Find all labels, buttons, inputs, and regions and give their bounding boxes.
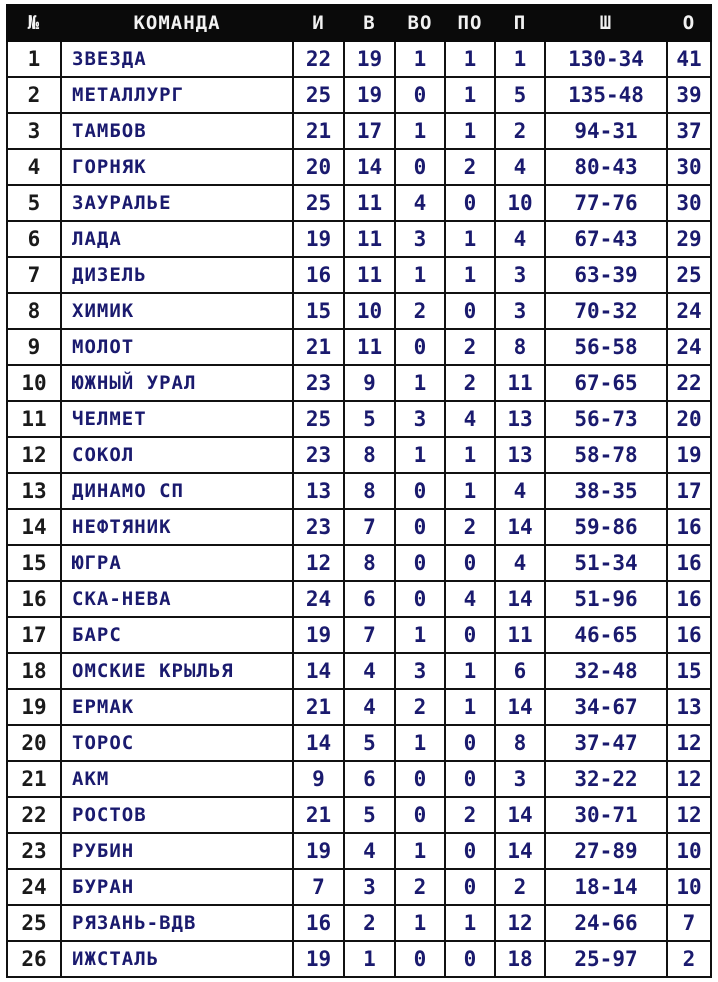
- header-losses: П: [495, 5, 545, 41]
- cell-losses-ot: 1: [445, 653, 495, 689]
- cell-team: ГОРНЯК: [61, 149, 293, 185]
- cell-losses: 4: [495, 221, 545, 257]
- cell-losses-ot: 0: [445, 761, 495, 797]
- cell-wins: 14: [344, 149, 395, 185]
- cell-points: 17: [667, 473, 711, 509]
- cell-wins: 19: [344, 41, 395, 77]
- cell-wins: 6: [344, 761, 395, 797]
- header-points: О: [667, 5, 711, 41]
- cell-wins: 11: [344, 329, 395, 365]
- cell-losses: 8: [495, 725, 545, 761]
- cell-rank: 11: [7, 401, 61, 437]
- cell-games: 25: [293, 401, 344, 437]
- cell-games: 19: [293, 941, 344, 977]
- cell-goals: 59-86: [545, 509, 667, 545]
- cell-wins-ot: 1: [395, 725, 445, 761]
- cell-wins: 4: [344, 833, 395, 869]
- cell-points: 25: [667, 257, 711, 293]
- cell-wins-ot: 0: [395, 509, 445, 545]
- cell-wins-ot: 1: [395, 617, 445, 653]
- cell-rank: 15: [7, 545, 61, 581]
- table-row: [7, 149, 711, 185]
- table-row: [7, 185, 711, 221]
- cell-goals: 56-73: [545, 401, 667, 437]
- cell-goals: 30-71: [545, 797, 667, 833]
- cell-wins-ot: 1: [395, 905, 445, 941]
- cell-points: 41: [667, 41, 711, 77]
- cell-goals: 67-43: [545, 221, 667, 257]
- table-row: [7, 77, 711, 113]
- cell-goals: 130-34: [545, 41, 667, 77]
- cell-games: 25: [293, 77, 344, 113]
- cell-team: СКА-НЕВА: [61, 581, 293, 617]
- table-row: [7, 221, 711, 257]
- cell-losses-ot: 0: [445, 293, 495, 329]
- cell-wins: 9: [344, 365, 395, 401]
- cell-team: МОЛОТ: [61, 329, 293, 365]
- cell-goals: 27-89: [545, 833, 667, 869]
- cell-points: 10: [667, 833, 711, 869]
- cell-losses-ot: 4: [445, 581, 495, 617]
- cell-losses: 2: [495, 113, 545, 149]
- cell-losses: 8: [495, 329, 545, 365]
- cell-wins-ot: 2: [395, 869, 445, 905]
- cell-games: 7: [293, 869, 344, 905]
- cell-team: ЗВЕЗДА: [61, 41, 293, 77]
- cell-goals: 51-34: [545, 545, 667, 581]
- cell-losses: 4: [495, 545, 545, 581]
- cell-points: 22: [667, 365, 711, 401]
- cell-games: 23: [293, 365, 344, 401]
- cell-wins: 11: [344, 257, 395, 293]
- cell-team: ЮГРА: [61, 545, 293, 581]
- cell-points: 2: [667, 941, 711, 977]
- cell-games: 22: [293, 41, 344, 77]
- cell-goals: 77-76: [545, 185, 667, 221]
- cell-wins: 7: [344, 617, 395, 653]
- table-row: [7, 113, 711, 149]
- cell-losses: 13: [495, 401, 545, 437]
- cell-losses-ot: 1: [445, 905, 495, 941]
- cell-wins: 4: [344, 689, 395, 725]
- cell-rank: 7: [7, 257, 61, 293]
- cell-losses-ot: 1: [445, 113, 495, 149]
- cell-goals: 25-97: [545, 941, 667, 977]
- cell-rank: 9: [7, 329, 61, 365]
- cell-wins-ot: 1: [395, 437, 445, 473]
- cell-points: 12: [667, 761, 711, 797]
- cell-goals: 63-39: [545, 257, 667, 293]
- cell-team: ХИМИК: [61, 293, 293, 329]
- cell-team: ЧЕЛМЕТ: [61, 401, 293, 437]
- cell-games: 21: [293, 113, 344, 149]
- cell-points: 16: [667, 545, 711, 581]
- cell-rank: 25: [7, 905, 61, 941]
- cell-rank: 5: [7, 185, 61, 221]
- cell-wins: 6: [344, 581, 395, 617]
- cell-losses: 14: [495, 797, 545, 833]
- cell-points: 19: [667, 437, 711, 473]
- cell-points: 12: [667, 797, 711, 833]
- cell-team: ОМСКИЕ КРЫЛЬЯ: [61, 653, 293, 689]
- cell-wins-ot: 0: [395, 77, 445, 113]
- cell-games: 16: [293, 905, 344, 941]
- cell-team: РОСТОВ: [61, 797, 293, 833]
- cell-games: 23: [293, 509, 344, 545]
- cell-rank: 1: [7, 41, 61, 77]
- cell-games: 9: [293, 761, 344, 797]
- cell-team: ЛАДА: [61, 221, 293, 257]
- header-row: [7, 5, 711, 41]
- cell-wins-ot: 3: [395, 221, 445, 257]
- header-wins: В: [344, 5, 395, 41]
- cell-games: 24: [293, 581, 344, 617]
- cell-team: РЯЗАНЬ-ВДВ: [61, 905, 293, 941]
- cell-losses-ot: 0: [445, 617, 495, 653]
- cell-wins-ot: 0: [395, 797, 445, 833]
- cell-games: 23: [293, 437, 344, 473]
- standings-table-wrapper: [6, 4, 710, 978]
- cell-losses-ot: 0: [445, 185, 495, 221]
- table-row: [7, 401, 711, 437]
- cell-team: ЕРМАК: [61, 689, 293, 725]
- cell-points: 16: [667, 617, 711, 653]
- cell-losses-ot: 0: [445, 833, 495, 869]
- cell-games: 21: [293, 797, 344, 833]
- cell-goals: 67-65: [545, 365, 667, 401]
- cell-wins: 8: [344, 473, 395, 509]
- cell-losses: 18: [495, 941, 545, 977]
- cell-wins: 5: [344, 401, 395, 437]
- cell-losses-ot: 1: [445, 689, 495, 725]
- table-row: [7, 761, 711, 797]
- cell-rank: 13: [7, 473, 61, 509]
- cell-team: СОКОЛ: [61, 437, 293, 473]
- cell-losses-ot: 0: [445, 545, 495, 581]
- cell-wins-ot: 4: [395, 185, 445, 221]
- cell-rank: 12: [7, 437, 61, 473]
- header-games: И: [293, 5, 344, 41]
- cell-games: 21: [293, 689, 344, 725]
- table-row: [7, 329, 711, 365]
- cell-wins: 7: [344, 509, 395, 545]
- cell-points: 16: [667, 581, 711, 617]
- cell-rank: 2: [7, 77, 61, 113]
- cell-losses: 14: [495, 509, 545, 545]
- cell-goals: 37-47: [545, 725, 667, 761]
- cell-losses: 14: [495, 581, 545, 617]
- cell-games: 19: [293, 221, 344, 257]
- cell-losses-ot: 1: [445, 437, 495, 473]
- cell-points: 24: [667, 329, 711, 365]
- cell-team: НЕФТЯНИК: [61, 509, 293, 545]
- table-row: [7, 41, 711, 77]
- cell-losses-ot: 0: [445, 941, 495, 977]
- cell-wins-ot: 0: [395, 473, 445, 509]
- cell-goals: 18-14: [545, 869, 667, 905]
- cell-games: 12: [293, 545, 344, 581]
- cell-losses-ot: 2: [445, 149, 495, 185]
- cell-points: 15: [667, 653, 711, 689]
- cell-wins: 11: [344, 221, 395, 257]
- cell-goals: 70-32: [545, 293, 667, 329]
- cell-team: БАРС: [61, 617, 293, 653]
- cell-losses: 3: [495, 257, 545, 293]
- table-row: [7, 473, 711, 509]
- cell-points: 20: [667, 401, 711, 437]
- cell-wins: 3: [344, 869, 395, 905]
- cell-losses-ot: 1: [445, 77, 495, 113]
- cell-team: ДИНАМО СП: [61, 473, 293, 509]
- cell-rank: 10: [7, 365, 61, 401]
- cell-team: ТАМБОВ: [61, 113, 293, 149]
- cell-wins: 5: [344, 797, 395, 833]
- cell-rank: 21: [7, 761, 61, 797]
- header-wins-ot: ВО: [395, 5, 445, 41]
- cell-games: 21: [293, 329, 344, 365]
- cell-points: 24: [667, 293, 711, 329]
- cell-rank: 6: [7, 221, 61, 257]
- cell-wins: 10: [344, 293, 395, 329]
- cell-rank: 22: [7, 797, 61, 833]
- table-row: [7, 257, 711, 293]
- standings-body: [7, 41, 711, 977]
- cell-goals: 56-58: [545, 329, 667, 365]
- cell-wins: 1: [344, 941, 395, 977]
- cell-wins-ot: 0: [395, 149, 445, 185]
- cell-points: 13: [667, 689, 711, 725]
- cell-rank: 24: [7, 869, 61, 905]
- cell-team: БУРАН: [61, 869, 293, 905]
- cell-wins-ot: 1: [395, 365, 445, 401]
- cell-points: 37: [667, 113, 711, 149]
- cell-losses-ot: 2: [445, 509, 495, 545]
- cell-losses: 4: [495, 149, 545, 185]
- cell-losses: 1: [495, 41, 545, 77]
- cell-losses: 13: [495, 437, 545, 473]
- cell-goals: 32-48: [545, 653, 667, 689]
- cell-losses: 2: [495, 869, 545, 905]
- table-row: [7, 293, 711, 329]
- table-row: [7, 797, 711, 833]
- header-team: КОМАНДА: [61, 5, 293, 41]
- table-row: [7, 509, 711, 545]
- cell-goals: 135-48: [545, 77, 667, 113]
- cell-losses: 11: [495, 617, 545, 653]
- cell-goals: 80-43: [545, 149, 667, 185]
- cell-games: 15: [293, 293, 344, 329]
- cell-wins-ot: 2: [395, 689, 445, 725]
- cell-wins: 11: [344, 185, 395, 221]
- cell-games: 25: [293, 185, 344, 221]
- cell-games: 19: [293, 833, 344, 869]
- cell-losses-ot: 0: [445, 725, 495, 761]
- cell-rank: 17: [7, 617, 61, 653]
- cell-losses-ot: 4: [445, 401, 495, 437]
- table-row: [7, 869, 711, 905]
- cell-losses: 11: [495, 365, 545, 401]
- cell-wins-ot: 1: [395, 257, 445, 293]
- cell-losses: 6: [495, 653, 545, 689]
- cell-goals: 58-78: [545, 437, 667, 473]
- cell-points: 30: [667, 149, 711, 185]
- cell-wins-ot: 0: [395, 581, 445, 617]
- cell-wins: 5: [344, 725, 395, 761]
- cell-wins-ot: 1: [395, 113, 445, 149]
- cell-goals: 46-65: [545, 617, 667, 653]
- cell-rank: 18: [7, 653, 61, 689]
- table-row: [7, 581, 711, 617]
- cell-wins: 19: [344, 77, 395, 113]
- cell-points: 10: [667, 869, 711, 905]
- cell-wins-ot: 3: [395, 401, 445, 437]
- cell-wins: 2: [344, 905, 395, 941]
- cell-points: 39: [667, 77, 711, 113]
- cell-team: ТОРОС: [61, 725, 293, 761]
- cell-losses-ot: 0: [445, 869, 495, 905]
- cell-goals: 94-31: [545, 113, 667, 149]
- cell-team: РУБИН: [61, 833, 293, 869]
- cell-goals: 34-67: [545, 689, 667, 725]
- cell-losses-ot: 1: [445, 473, 495, 509]
- cell-wins-ot: 0: [395, 545, 445, 581]
- cell-rank: 16: [7, 581, 61, 617]
- cell-losses-ot: 2: [445, 365, 495, 401]
- cell-team: ЗАУРАЛЬЕ: [61, 185, 293, 221]
- cell-goals: 38-35: [545, 473, 667, 509]
- header-losses-ot: ПО: [445, 5, 495, 41]
- cell-losses: 14: [495, 833, 545, 869]
- cell-games: 14: [293, 725, 344, 761]
- cell-losses-ot: 1: [445, 257, 495, 293]
- cell-games: 13: [293, 473, 344, 509]
- table-row: [7, 437, 711, 473]
- cell-rank: 23: [7, 833, 61, 869]
- cell-rank: 4: [7, 149, 61, 185]
- cell-losses: 10: [495, 185, 545, 221]
- cell-points: 29: [667, 221, 711, 257]
- standings-table: [6, 4, 712, 978]
- cell-wins-ot: 0: [395, 761, 445, 797]
- table-row: [7, 617, 711, 653]
- header-rank: №: [7, 5, 61, 41]
- cell-losses: 4: [495, 473, 545, 509]
- cell-wins-ot: 0: [395, 329, 445, 365]
- header-goals: Ш: [545, 5, 667, 41]
- table-row: [7, 833, 711, 869]
- cell-losses: 12: [495, 905, 545, 941]
- cell-points: 16: [667, 509, 711, 545]
- cell-rank: 3: [7, 113, 61, 149]
- cell-wins-ot: 1: [395, 833, 445, 869]
- cell-games: 19: [293, 617, 344, 653]
- cell-team: ДИЗЕЛЬ: [61, 257, 293, 293]
- cell-games: 14: [293, 653, 344, 689]
- table-row: [7, 653, 711, 689]
- cell-losses: 5: [495, 77, 545, 113]
- cell-losses-ot: 2: [445, 329, 495, 365]
- cell-goals: 32-22: [545, 761, 667, 797]
- cell-wins: 4: [344, 653, 395, 689]
- table-row: [7, 365, 711, 401]
- table-row: [7, 941, 711, 977]
- cell-rank: 19: [7, 689, 61, 725]
- cell-wins: 17: [344, 113, 395, 149]
- cell-team: МЕТАЛЛУРГ: [61, 77, 293, 113]
- table-row: [7, 545, 711, 581]
- cell-wins: 8: [344, 437, 395, 473]
- cell-rank: 26: [7, 941, 61, 977]
- cell-points: 7: [667, 905, 711, 941]
- cell-losses-ot: 1: [445, 221, 495, 257]
- table-row: [7, 725, 711, 761]
- cell-points: 12: [667, 725, 711, 761]
- cell-wins: 8: [344, 545, 395, 581]
- cell-losses: 3: [495, 761, 545, 797]
- cell-games: 20: [293, 149, 344, 185]
- cell-rank: 14: [7, 509, 61, 545]
- cell-goals: 24-66: [545, 905, 667, 941]
- cell-team: ЮЖНЫЙ УРАЛ: [61, 365, 293, 401]
- cell-wins-ot: 0: [395, 941, 445, 977]
- cell-wins-ot: 1: [395, 41, 445, 77]
- cell-goals: 51-96: [545, 581, 667, 617]
- cell-losses-ot: 2: [445, 797, 495, 833]
- cell-losses-ot: 1: [445, 41, 495, 77]
- table-row: [7, 905, 711, 941]
- cell-wins-ot: 3: [395, 653, 445, 689]
- cell-team: ИЖСТАЛЬ: [61, 941, 293, 977]
- cell-rank: 8: [7, 293, 61, 329]
- cell-team: АКМ: [61, 761, 293, 797]
- cell-rank: 20: [7, 725, 61, 761]
- cell-losses: 14: [495, 689, 545, 725]
- cell-wins-ot: 2: [395, 293, 445, 329]
- cell-games: 16: [293, 257, 344, 293]
- cell-points: 30: [667, 185, 711, 221]
- table-row: [7, 689, 711, 725]
- cell-losses: 3: [495, 293, 545, 329]
